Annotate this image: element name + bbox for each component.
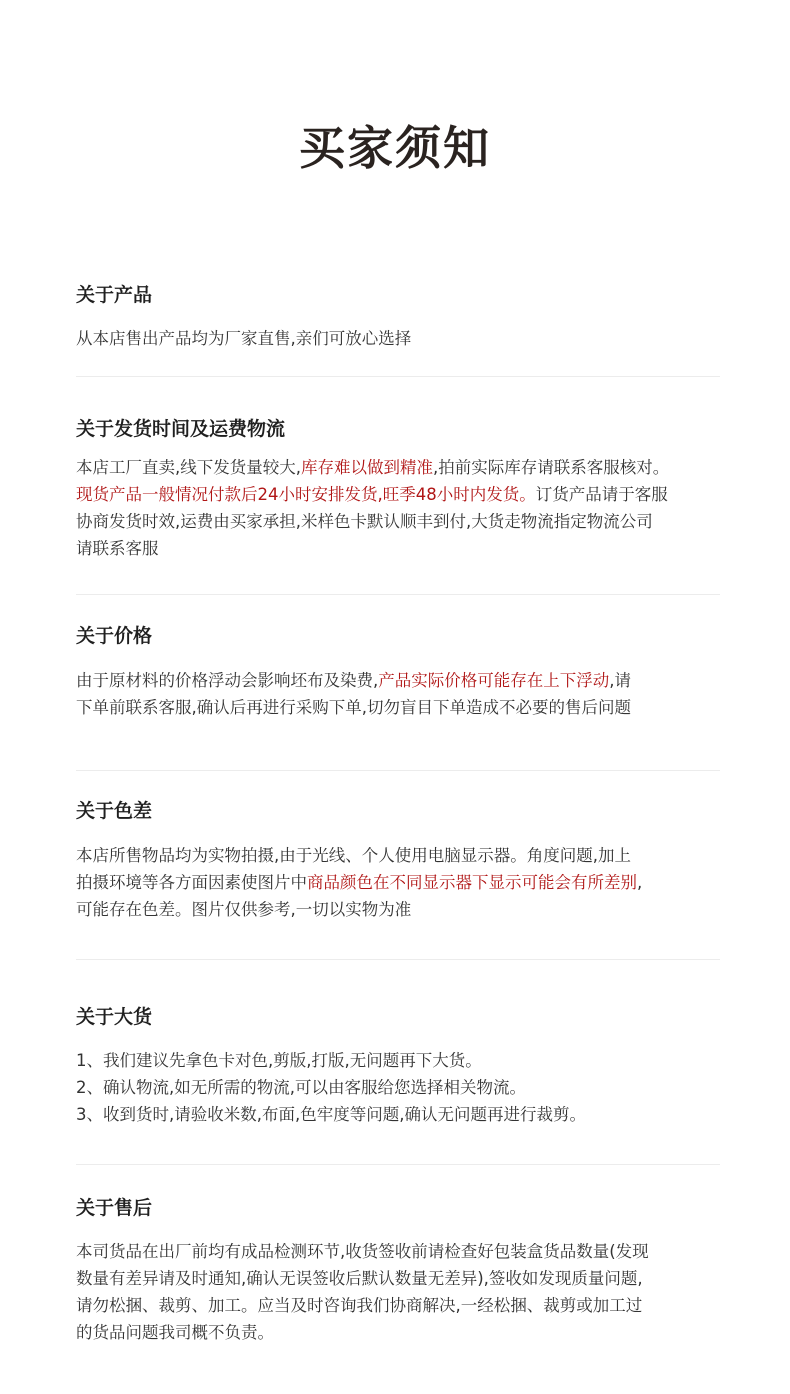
body-line xyxy=(76,1319,736,1346)
section-body xyxy=(76,325,736,352)
body-line xyxy=(76,1265,736,1292)
divider xyxy=(76,1164,720,1165)
divider xyxy=(76,376,720,377)
body-text: 的货品问题我司概不负责。 xyxy=(76,1323,274,1342)
highlighted-text: 产品实际价格可能存在上下浮动 xyxy=(378,671,610,690)
section-heading: 关于售后 xyxy=(76,1197,153,1219)
body-line xyxy=(76,1074,736,1101)
body-line xyxy=(76,1047,736,1074)
body-text: ,请 xyxy=(609,671,631,690)
body-text: 订货产品请于客服 xyxy=(535,485,668,504)
body-text: 请联系客服 xyxy=(76,539,159,558)
section-bulk-goods xyxy=(76,1004,736,1128)
body-text: 本司货品在出厂前均有成品检测环节,收货签收前请检查好包装盒货品数量(发现 xyxy=(76,1242,649,1261)
section-heading: 关于价格 xyxy=(76,625,153,647)
body-line xyxy=(76,1238,736,1265)
divider xyxy=(76,959,720,960)
body-line xyxy=(76,667,736,694)
section-after-sales xyxy=(76,1195,736,1346)
body-line xyxy=(76,1292,736,1319)
body-text: ,拍前实际库存请联系客服核对。 xyxy=(433,458,670,477)
divider xyxy=(76,770,720,771)
body-text: 请勿松捆、裁剪、加工。应当及时咨询我们协商解决,一经松捆、裁剪或加工过 xyxy=(76,1296,643,1315)
section-body xyxy=(76,1047,736,1128)
section-body xyxy=(76,454,736,562)
section-heading: 关于产品 xyxy=(76,284,153,306)
body-text: 拍摄环境等各方面因素使图片中 xyxy=(76,873,307,892)
highlighted-text: 商品颜色在不同显示器下显示可能会有所差别 xyxy=(307,873,637,892)
body-line xyxy=(76,535,736,562)
divider xyxy=(76,594,720,595)
section-heading: 关于大货 xyxy=(76,1006,153,1028)
body-text: 下单前联系客服,确认后再进行采购下单,切勿盲目下单造成不必要的售后问题 xyxy=(76,698,631,717)
body-text: 协商发货时效,运费由买家承担,米样色卡默认顺丰到付,大货走物流指定物流公司 xyxy=(76,512,653,531)
section-price xyxy=(76,623,736,721)
section-body xyxy=(76,842,736,923)
page-title: 买家须知 xyxy=(299,121,491,175)
section-heading: 关于发货时间及运费物流 xyxy=(76,418,286,440)
highlighted-text: 现货产品一般情况付款后24小时安排发货,旺季48小时内发货。 xyxy=(76,485,536,504)
section-body xyxy=(76,667,736,721)
body-text: 从本店售出产品均为厂家直售,亲们可放心选择 xyxy=(76,329,412,348)
body-line xyxy=(76,325,736,352)
body-line xyxy=(76,481,736,508)
body-text: 1、我们建议先拿色卡对色,剪版,打版,无问题再下大货。 xyxy=(76,1051,482,1070)
body-text: 本店工厂直卖,线下发货量较大, xyxy=(76,458,301,477)
section-shipping xyxy=(76,416,736,562)
body-text: 本店所售物品均为实物拍摄,由于光线、个人使用电脑显示器。角度问题,加上 xyxy=(76,846,631,865)
body-text: 数量有差异请及时通知,确认无误签收后默认数量无差异),签收如发现质量问题, xyxy=(76,1269,643,1288)
body-line xyxy=(76,869,736,896)
body-text: 3、收到货时,请验收米数,布面,色牢度等问题,确认无问题再进行裁剪。 xyxy=(76,1105,586,1124)
body-line xyxy=(76,508,736,535)
section-heading: 关于色差 xyxy=(76,800,153,822)
body-line xyxy=(76,896,736,923)
body-text: 2、确认物流,如无所需的物流,可以由客服给您选择相关物流。 xyxy=(76,1078,526,1097)
body-line xyxy=(76,842,736,869)
body-text: 由于原材料的价格浮动会影响坯布及染费, xyxy=(76,671,379,690)
section-body xyxy=(76,1238,736,1346)
body-line xyxy=(76,694,736,721)
body-line xyxy=(76,454,736,481)
section-product xyxy=(76,282,736,352)
body-text: , xyxy=(637,873,643,892)
body-text: 可能存在色差。图片仅供参考,一切以实物为准 xyxy=(76,900,412,919)
body-line xyxy=(76,1101,736,1128)
section-color-difference xyxy=(76,798,736,923)
highlighted-text: 库存难以做到精准 xyxy=(301,458,433,477)
